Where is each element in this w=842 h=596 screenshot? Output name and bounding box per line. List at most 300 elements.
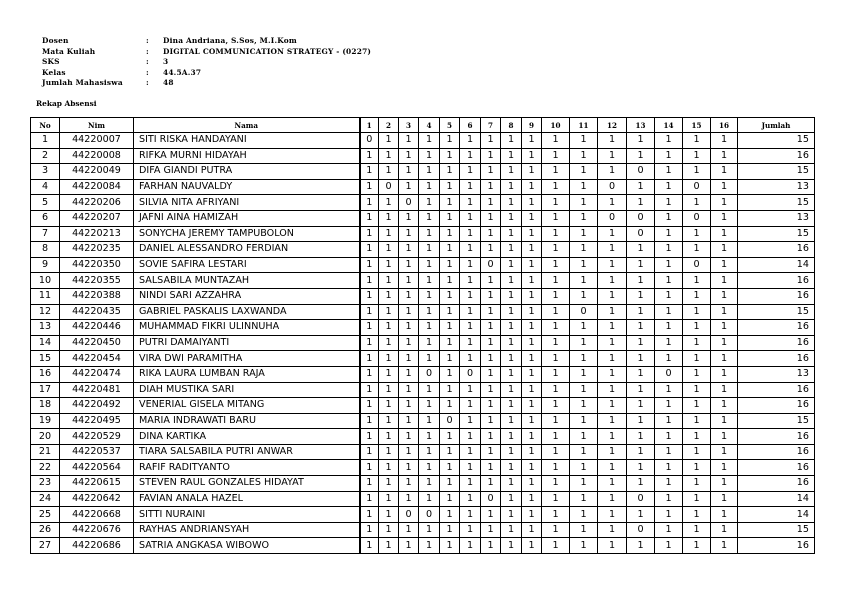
attendance-cell: 1	[379, 507, 399, 523]
info-label: Kelas	[42, 67, 66, 77]
attendance-cell: 1	[379, 366, 399, 382]
attendance-cell: 1	[542, 226, 570, 242]
attendance-cell: 1	[627, 460, 655, 476]
attendance-cell: 1	[655, 320, 683, 336]
attendance-cell: 1	[627, 304, 655, 320]
attendance-cell: 1	[440, 257, 460, 273]
attendance-cell: 1	[542, 335, 570, 351]
attendance-cell: 1	[399, 491, 419, 507]
row-no: 16	[31, 366, 60, 382]
attendance-cell: 1	[501, 460, 522, 476]
attendance-cell: 1	[440, 288, 460, 304]
attendance-cell: 1	[379, 335, 399, 351]
attendance-cell: 1	[542, 164, 570, 180]
attendance-cell: 1	[460, 304, 481, 320]
attendance-cell: 1	[655, 444, 683, 460]
header-session: 10	[542, 118, 570, 133]
attendance-cell: 1	[683, 444, 711, 460]
attendance-cell: 0	[570, 304, 598, 320]
attendance-cell: 1	[570, 133, 598, 149]
row-no: 7	[31, 226, 60, 242]
attendance-cell: 1	[501, 491, 522, 507]
attendance-cell: 1	[399, 257, 419, 273]
row-total: 16	[738, 398, 815, 414]
attendance-cell: 1	[460, 242, 481, 258]
attendance-cell: 1	[655, 133, 683, 149]
attendance-cell: 0	[460, 366, 481, 382]
attendance-cell: 1	[627, 179, 655, 195]
attendance-cell: 1	[683, 382, 711, 398]
attendance-cell: 1	[481, 304, 501, 320]
attendance-cell: 1	[399, 210, 419, 226]
row-nim: 44220007	[60, 133, 134, 149]
attendance-cell: 0	[399, 507, 419, 523]
row-nim: 44220213	[60, 226, 134, 242]
attendance-cell: 1	[360, 288, 379, 304]
attendance-cell: 1	[570, 366, 598, 382]
attendance-cell: 1	[542, 366, 570, 382]
attendance-cell: 1	[460, 210, 481, 226]
attendance-cell: 1	[627, 398, 655, 414]
row-nim: 44220676	[60, 522, 134, 538]
attendance-cell: 1	[399, 444, 419, 460]
attendance-cell: 1	[570, 195, 598, 211]
attendance-cell: 1	[419, 133, 440, 149]
attendance-cell: 1	[683, 522, 711, 538]
header-row	[31, 118, 815, 133]
attendance-cell: 1	[360, 413, 379, 429]
header-session: 7	[481, 118, 501, 133]
attendance-cell: 1	[683, 164, 711, 180]
attendance-cell: 1	[683, 148, 711, 164]
attendance-cell: 1	[360, 476, 379, 492]
attendance-cell: 1	[711, 366, 738, 382]
attendance-cell: 1	[379, 226, 399, 242]
row-nama: RIFKA MURNI HIDAYAH	[134, 148, 360, 164]
attendance-cell: 1	[501, 226, 522, 242]
attendance-cell: 1	[501, 273, 522, 289]
attendance-cell: 1	[711, 133, 738, 149]
info-value: DIGITAL COMMUNICATION STRATEGY - (0227)	[163, 46, 372, 56]
attendance-cell: 1	[570, 288, 598, 304]
attendance-cell: 1	[711, 460, 738, 476]
row-no: 12	[31, 304, 60, 320]
attendance-cell: 1	[570, 148, 598, 164]
attendance-cell: 1	[440, 335, 460, 351]
attendance-cell: 1	[460, 320, 481, 336]
attendance-cell: 1	[399, 288, 419, 304]
attendance-cell: 1	[570, 335, 598, 351]
attendance-cell: 0	[481, 257, 501, 273]
attendance-cell: 1	[379, 133, 399, 149]
attendance-cell: 1	[683, 476, 711, 492]
attendance-cell: 1	[501, 507, 522, 523]
attendance-cell: 1	[570, 257, 598, 273]
attendance-cell: 1	[460, 413, 481, 429]
row-nama: VIRA DWI PARAMITHA	[134, 351, 360, 367]
row-no: 8	[31, 242, 60, 258]
attendance-cell: 0	[683, 257, 711, 273]
attendance-cell: 1	[399, 226, 419, 242]
row-nim: 44220235	[60, 242, 134, 258]
attendance-cell: 1	[481, 148, 501, 164]
attendance-cell: 1	[542, 273, 570, 289]
attendance-cell: 1	[399, 242, 419, 258]
attendance-cell: 1	[683, 507, 711, 523]
row-total: 16	[738, 148, 815, 164]
attendance-cell: 1	[501, 335, 522, 351]
row-nama: GABRIEL PASKALIS LAXWANDA	[134, 304, 360, 320]
attendance-cell: 1	[655, 288, 683, 304]
attendance-cell: 1	[501, 195, 522, 211]
attendance-cell: 1	[598, 148, 627, 164]
attendance-cell: 1	[460, 148, 481, 164]
attendance-cell: 1	[481, 133, 501, 149]
attendance-cell: 1	[440, 210, 460, 226]
attendance-cell: 1	[627, 273, 655, 289]
row-nim: 44220435	[60, 304, 134, 320]
attendance-cell: 1	[379, 429, 399, 445]
attendance-cell: 1	[598, 429, 627, 445]
attendance-cell: 1	[440, 164, 460, 180]
attendance-cell: 1	[570, 242, 598, 258]
table-row	[31, 133, 815, 149]
attendance-cell: 1	[501, 429, 522, 445]
row-no: 25	[31, 507, 60, 523]
attendance-cell: 1	[501, 538, 522, 554]
attendance-cell: 1	[481, 460, 501, 476]
attendance-cell: 1	[460, 164, 481, 180]
attendance-cell: 1	[501, 164, 522, 180]
attendance-cell: 1	[522, 460, 542, 476]
attendance-cell: 1	[360, 164, 379, 180]
attendance-cell: 1	[655, 242, 683, 258]
row-total: 13	[738, 179, 815, 195]
attendance-cell: 1	[683, 195, 711, 211]
attendance-cell: 0	[627, 226, 655, 242]
row-nim: 44220615	[60, 476, 134, 492]
info-colon: :	[146, 78, 149, 88]
info-value: 3	[163, 57, 169, 67]
info-row	[42, 47, 371, 58]
attendance-cell: 1	[399, 398, 419, 414]
attendance-cell: 1	[419, 522, 440, 538]
attendance-cell: 1	[440, 242, 460, 258]
attendance-cell: 1	[481, 382, 501, 398]
table-row	[31, 242, 815, 258]
info-label: Jumlah Mahasiswa	[42, 78, 123, 88]
attendance-cell: 1	[360, 366, 379, 382]
attendance-cell: 1	[683, 413, 711, 429]
attendance-cell: 1	[440, 476, 460, 492]
row-no: 3	[31, 164, 60, 180]
attendance-cell: 1	[627, 288, 655, 304]
attendance-cell: 1	[598, 351, 627, 367]
row-total: 15	[738, 413, 815, 429]
attendance-cell: 1	[598, 304, 627, 320]
row-no: 14	[31, 335, 60, 351]
attendance-cell: 1	[379, 491, 399, 507]
attendance-cell: 1	[570, 444, 598, 460]
attendance-cell: 1	[481, 335, 501, 351]
attendance-cell: 1	[440, 273, 460, 289]
attendance-cell: 1	[379, 476, 399, 492]
attendance-cell: 1	[683, 335, 711, 351]
table-row	[31, 320, 815, 336]
attendance-cell: 1	[683, 242, 711, 258]
attendance-cell: 1	[460, 382, 481, 398]
row-no: 2	[31, 148, 60, 164]
table-row	[31, 288, 815, 304]
attendance-cell: 1	[419, 429, 440, 445]
attendance-cell: 1	[655, 273, 683, 289]
attendance-cell: 1	[655, 257, 683, 273]
row-total: 16	[738, 460, 815, 476]
attendance-cell: 1	[481, 242, 501, 258]
attendance-cell: 1	[598, 164, 627, 180]
attendance-cell: 1	[711, 164, 738, 180]
attendance-cell: 1	[655, 195, 683, 211]
row-nim: 44220564	[60, 460, 134, 476]
header-session: 6	[460, 118, 481, 133]
attendance-cell: 1	[570, 210, 598, 226]
attendance-cell: 1	[481, 195, 501, 211]
row-no: 19	[31, 413, 60, 429]
row-total: 14	[738, 507, 815, 523]
header-nama: Nama	[134, 118, 360, 133]
attendance-cell: 1	[419, 538, 440, 554]
attendance-cell: 1	[570, 351, 598, 367]
row-no: 5	[31, 195, 60, 211]
attendance-cell: 1	[501, 413, 522, 429]
table-row	[31, 507, 815, 523]
attendance-cell: 1	[419, 335, 440, 351]
row-total: 16	[738, 288, 815, 304]
attendance-cell: 1	[683, 304, 711, 320]
attendance-cell: 1	[598, 491, 627, 507]
attendance-cell: 1	[419, 476, 440, 492]
attendance-cell: 1	[711, 351, 738, 367]
attendance-cell: 1	[399, 413, 419, 429]
attendance-cell: 1	[419, 179, 440, 195]
attendance-cell: 1	[598, 398, 627, 414]
attendance-cell: 1	[683, 351, 711, 367]
attendance-cell: 1	[522, 320, 542, 336]
attendance-cell: 1	[399, 320, 419, 336]
attendance-cell: 1	[598, 522, 627, 538]
attendance-cell: 1	[360, 335, 379, 351]
attendance-cell: 1	[379, 460, 399, 476]
attendance-cell: 1	[460, 179, 481, 195]
attendance-cell: 1	[522, 491, 542, 507]
attendance-cell: 1	[711, 179, 738, 195]
attendance-cell: 1	[655, 429, 683, 445]
row-total: 13	[738, 210, 815, 226]
attendance-cell: 1	[711, 320, 738, 336]
attendance-cell: 1	[419, 398, 440, 414]
table-row	[31, 444, 815, 460]
row-total: 16	[738, 382, 815, 398]
attendance-cell: 1	[570, 491, 598, 507]
row-total: 16	[738, 351, 815, 367]
row-total: 16	[738, 538, 815, 554]
attendance-cell: 1	[627, 335, 655, 351]
attendance-cell: 0	[683, 179, 711, 195]
table-row	[31, 148, 815, 164]
attendance-cell: 1	[379, 398, 399, 414]
attendance-cell: 1	[360, 242, 379, 258]
attendance-cell: 1	[419, 195, 440, 211]
attendance-cell: 1	[522, 382, 542, 398]
attendance-cell: 0	[379, 179, 399, 195]
attendance-cell: 1	[627, 476, 655, 492]
row-total: 13	[738, 366, 815, 382]
attendance-cell: 1	[542, 242, 570, 258]
row-no: 23	[31, 476, 60, 492]
row-total: 14	[738, 257, 815, 273]
attendance-cell: 1	[460, 522, 481, 538]
attendance-cell: 1	[379, 164, 399, 180]
attendance-cell: 1	[683, 460, 711, 476]
attendance-cell: 1	[360, 507, 379, 523]
attendance-cell: 1	[460, 226, 481, 242]
attendance-cell: 1	[399, 538, 419, 554]
attendance-cell: 1	[655, 351, 683, 367]
attendance-cell: 1	[598, 444, 627, 460]
header-session: 15	[683, 118, 711, 133]
attendance-cell: 1	[460, 538, 481, 554]
attendance-cell: 1	[481, 226, 501, 242]
attendance-cell: 1	[598, 195, 627, 211]
row-nim: 44220206	[60, 195, 134, 211]
attendance-cell: 1	[481, 413, 501, 429]
attendance-cell: 1	[711, 476, 738, 492]
attendance-cell: 1	[360, 304, 379, 320]
attendance-cell: 1	[711, 273, 738, 289]
attendance-cell: 1	[379, 148, 399, 164]
attendance-cell: 1	[522, 164, 542, 180]
attendance-cell: 1	[598, 257, 627, 273]
attendance-cell: 1	[655, 164, 683, 180]
attendance-cell: 1	[711, 522, 738, 538]
attendance-cell: 1	[542, 320, 570, 336]
attendance-cell: 1	[598, 335, 627, 351]
table-row	[31, 210, 815, 226]
attendance-cell: 1	[542, 444, 570, 460]
row-nim: 44220492	[60, 398, 134, 414]
attendance-cell: 1	[460, 351, 481, 367]
row-nim: 44220008	[60, 148, 134, 164]
row-nama: SITTI NURAINI	[134, 507, 360, 523]
attendance-cell: 1	[379, 273, 399, 289]
row-nama: DIFA GIANDI PUTRA	[134, 164, 360, 180]
attendance-cell: 1	[460, 491, 481, 507]
attendance-cell: 1	[501, 242, 522, 258]
attendance-cell: 1	[360, 351, 379, 367]
attendance-cell: 1	[570, 413, 598, 429]
attendance-cell: 1	[419, 444, 440, 460]
row-total: 15	[738, 133, 815, 149]
attendance-cell: 1	[360, 382, 379, 398]
attendance-cell: 1	[711, 288, 738, 304]
header-nim: Nim	[60, 118, 134, 133]
attendance-cell: 1	[419, 164, 440, 180]
row-total: 15	[738, 522, 815, 538]
header-session: 8	[501, 118, 522, 133]
row-no: 21	[31, 444, 60, 460]
attendance-cell: 1	[542, 413, 570, 429]
attendance-cell: 1	[598, 460, 627, 476]
info-row	[42, 36, 371, 47]
attendance-cell: 1	[598, 273, 627, 289]
attendance-cell: 1	[440, 460, 460, 476]
attendance-cell: 1	[542, 304, 570, 320]
attendance-cell: 1	[419, 148, 440, 164]
table-row	[31, 273, 815, 289]
attendance-cell: 1	[419, 413, 440, 429]
attendance-cell: 1	[440, 491, 460, 507]
attendance-cell: 1	[399, 164, 419, 180]
attendance-cell: 1	[522, 179, 542, 195]
attendance-cell: 1	[711, 507, 738, 523]
row-total: 16	[738, 429, 815, 445]
info-value: 48	[163, 78, 174, 88]
attendance-cell: 1	[627, 242, 655, 258]
attendance-cell: 1	[683, 491, 711, 507]
attendance-cell: 1	[542, 148, 570, 164]
attendance-cell: 1	[683, 429, 711, 445]
attendance-cell: 1	[501, 288, 522, 304]
attendance-cell: 1	[711, 429, 738, 445]
attendance-cell: 1	[570, 382, 598, 398]
row-nim: 44220084	[60, 179, 134, 195]
row-no: 1	[31, 133, 60, 149]
attendance-cell: 1	[379, 522, 399, 538]
attendance-cell: 1	[522, 413, 542, 429]
row-nama: MUHAMMAD FIKRI ULINNUHA	[134, 320, 360, 336]
attendance-cell: 1	[501, 133, 522, 149]
row-no: 17	[31, 382, 60, 398]
attendance-cell: 1	[501, 148, 522, 164]
row-total: 16	[738, 335, 815, 351]
attendance-cell: 0	[440, 413, 460, 429]
row-no: 10	[31, 273, 60, 289]
row-nama: SILVIA NITA AFRIYANI	[134, 195, 360, 211]
row-total: 15	[738, 164, 815, 180]
attendance-cell: 1	[598, 242, 627, 258]
row-no: 27	[31, 538, 60, 554]
attendance-cell: 1	[419, 460, 440, 476]
row-nama: RAFIF RADITYANTO	[134, 460, 360, 476]
attendance-cell: 0	[481, 491, 501, 507]
attendance-cell: 1	[379, 242, 399, 258]
attendance-cell: 1	[627, 133, 655, 149]
attendance-cell: 1	[542, 257, 570, 273]
attendance-cell: 1	[399, 335, 419, 351]
table-row	[31, 366, 815, 382]
row-nama: SONYCHA JEREMY TAMPUBOLON	[134, 226, 360, 242]
attendance-cell: 0	[399, 195, 419, 211]
attendance-cell: 1	[440, 195, 460, 211]
table-row	[31, 195, 815, 211]
attendance-cell: 1	[598, 413, 627, 429]
attendance-cell: 1	[522, 226, 542, 242]
row-nama: MARIA INDRAWATI BARU	[134, 413, 360, 429]
attendance-cell: 1	[440, 538, 460, 554]
row-nim: 44220454	[60, 351, 134, 367]
attendance-cell: 0	[419, 507, 440, 523]
row-nim: 44220350	[60, 257, 134, 273]
